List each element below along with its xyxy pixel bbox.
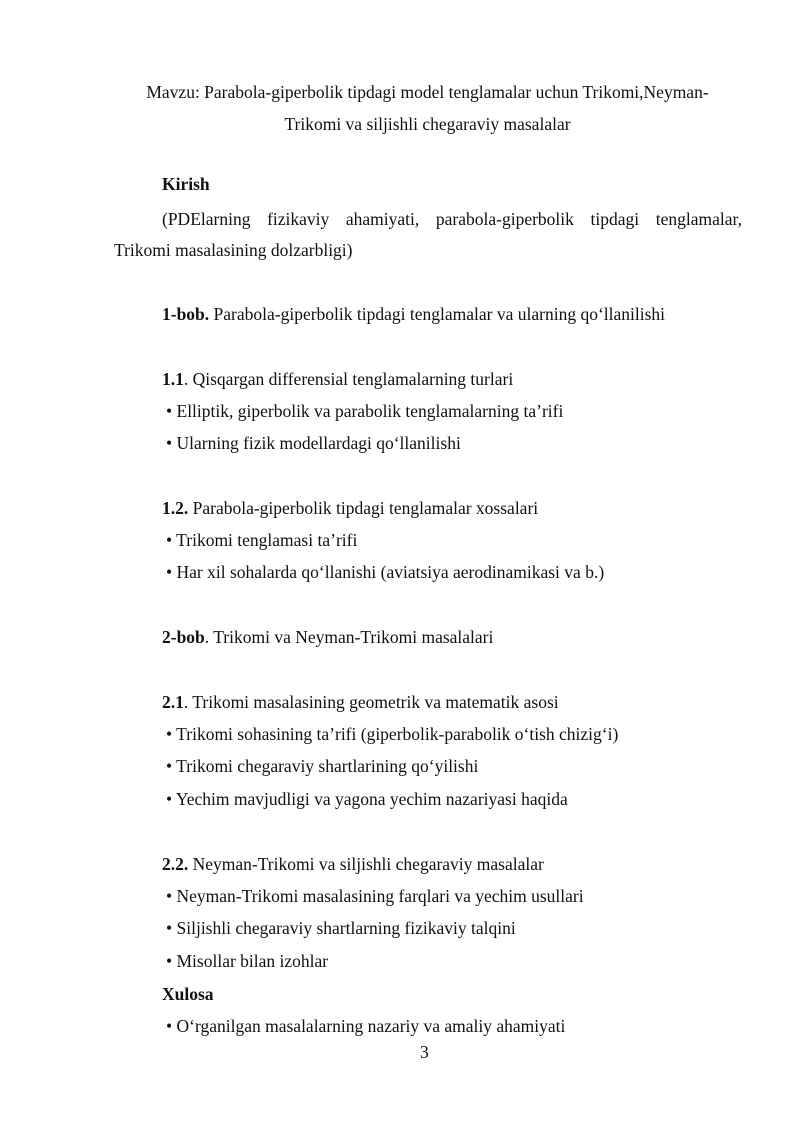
section-2-1-title: . Trikomi masalasining geometrik va matematik asosi	[183, 692, 559, 712]
section-1-2-heading	[162, 496, 538, 520]
title-line-1: Mavzu: Parabola-giperbolik tipdagi model tenglamalar uchun Trikomi,Neyman-	[146, 82, 709, 102]
bullet-item: • Trikomi sohasining ta’rifi (giperbolik-parabolik o‘tish chizig‘i)	[166, 724, 619, 744]
intro-description-line-1: (PDElarning fizikaviy ahamiyati, parabola-giperbolik tipdagi tenglamalar,	[162, 209, 742, 229]
conclusion-heading: Xulosa	[162, 984, 214, 1004]
document-title	[100, 76, 755, 140]
section-2-1-heading	[162, 690, 559, 714]
bullet-item: • Elliptik, giperbolik va parabolik tenglamalarning ta’rifi	[166, 401, 564, 421]
chapter-2-heading	[162, 625, 493, 649]
intro-description-line-2: Trikomi masalasining dolzarbligi)	[114, 240, 353, 260]
bullet-item: • Yechim mavjudligi va yagona yechim nazariyasi haqida	[166, 789, 568, 809]
section-1-2-title: Parabola-giperbolik tipdagi tenglamalar xossalari	[188, 498, 539, 518]
bullet-item: • Trikomi chegaraviy shartlarining qo‘yilishi	[166, 756, 479, 776]
section-1-1-heading	[162, 367, 513, 391]
section-2-2-title: Neyman-Trikomi va siljishli chegaraviy masalalar	[188, 854, 544, 874]
section-1-1-number: 1.1	[162, 369, 184, 389]
title-line-2: Trikomi va siljishli chegaraviy masalalar	[284, 114, 571, 134]
bullet-item: • O‘rganilgan masalalarning nazariy va amaliy ahamiyati	[166, 1016, 566, 1036]
chapter-1-heading	[162, 302, 665, 326]
section-1-1-title: . Qisqargan differensial tenglamalarning turlari	[183, 369, 514, 389]
chapter-2-title: . Trikomi va Neyman-Trikomi masalalari	[204, 627, 494, 647]
intro-heading: Kirish	[162, 174, 210, 194]
chapter-2-number: 2-bob	[162, 627, 205, 647]
section-2-2-number: 2.2.	[162, 854, 189, 874]
section-1-2-number: 1.2.	[162, 498, 189, 518]
bullet-item: • Neyman-Trikomi masalasining farqlari va yechim usullari	[166, 886, 584, 906]
bullet-item: • Misollar bilan izohlar	[166, 951, 329, 971]
chapter-1-title: Parabola-giperbolik tipdagi tenglamalar va ularning qo‘llanilishi	[209, 304, 666, 324]
bullet-item: • Ularning fizik modellardagi qo‘llanilishi	[166, 433, 461, 453]
section-2-1-number: 2.1	[162, 692, 184, 712]
chapter-1-number: 1-bob.	[162, 304, 210, 324]
bullet-item: • Har xil sohalarda qo‘llanishi (aviatsiya aerodinamikasi va b.)	[166, 562, 605, 582]
section-2-2-heading	[162, 852, 544, 876]
page-number: 3	[420, 1042, 429, 1062]
bullet-item: • Trikomi tenglamasi ta’rifi	[166, 530, 358, 550]
bullet-item: • Siljishli chegaraviy shartlarning fizikaviy talqini	[166, 918, 516, 938]
